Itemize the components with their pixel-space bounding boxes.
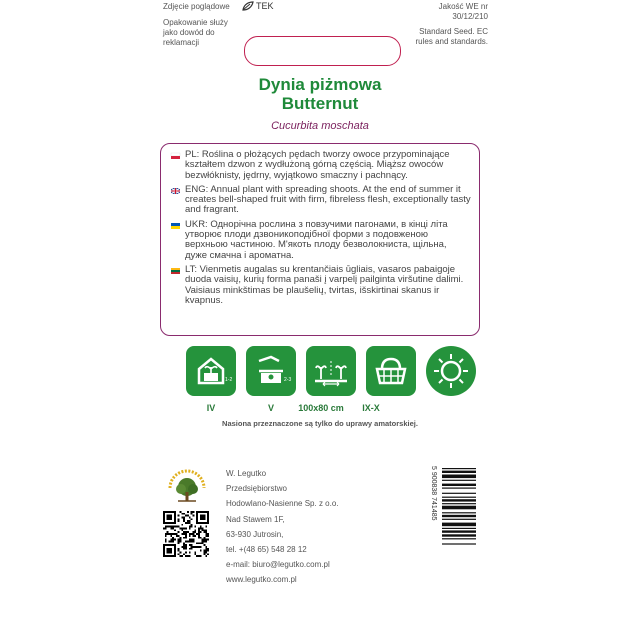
qr-code — [163, 511, 209, 557]
tek-label: TEK — [256, 1, 274, 11]
cultivation-icons — [186, 346, 476, 396]
tek-mark — [242, 1, 274, 11]
company-postal: 63-930 Jutrosin, — [226, 529, 284, 539]
spacing-label: 100x80 cm — [298, 403, 344, 413]
svg-text:1-2: 1-2 — [225, 377, 233, 383]
poland-flag-icon — [171, 153, 180, 159]
spacing-icon — [306, 346, 356, 396]
description-text: ENG: Annual plant with spreading shoots. At the end of summer it creates bell-shaped fruit with firm, fibreless flesh, exceptionally tasty and fragrant. — [185, 183, 471, 216]
svg-text:2-3: 2-3 — [284, 377, 292, 383]
barcode — [430, 466, 480, 576]
product-name-pl: Dynia piżmowa — [258, 75, 382, 94]
company-info — [226, 466, 339, 588]
company-line: Przedsiębiorstwo — [226, 484, 287, 494]
outdoor-sowing-icon — [246, 346, 296, 396]
photo-note: Zdjęcie poglądowe — [163, 2, 230, 11]
company-line: Hodowlano-Nasienne Sp. z o.o. — [226, 499, 339, 509]
description-text: UKR: Однорічна рослина з повзучими пагонами, в кінці літа утворює плоди дзвоникоподібної форми з подовженою верхньою частиною. М'якоть плоду безволокниста, щільна, дуже смачна і ароматна. — [185, 218, 448, 261]
product-name-en: Butternut — [281, 94, 359, 113]
quality-note: Jakość WE nr 30/12/210 — [438, 2, 488, 21]
description-lt — [171, 265, 471, 306]
sowing-indoor-month: IV — [206, 403, 216, 413]
company-website: www.legutko.com.pl — [226, 575, 297, 585]
indoor-sowing-icon — [186, 346, 236, 396]
harvest-month: IX-X — [362, 403, 380, 413]
amateur-use-note: Nasiona przeznaczone są tylko do uprawy amatorskiej. — [222, 419, 418, 428]
barcode-number: 5 900838 741485 — [430, 466, 437, 521]
company-logo — [164, 470, 210, 508]
sun-icon — [426, 346, 476, 396]
company-line: W. Legutko — [226, 469, 267, 478]
uk-flag-icon — [171, 188, 180, 194]
description-eng — [171, 185, 471, 216]
description-text: PL: Roślina o płożących pędach tworzy owoce przypominające kształtem dzwon z wydłużoną górną częścią. Miąższ owoców bezwłóknisty, jędrny, wyjątkowo smaczny i pachnący. — [185, 149, 450, 181]
harvest-basket-icon — [366, 346, 416, 396]
description-box — [160, 143, 480, 336]
label-box — [244, 36, 401, 66]
leaf-icon — [242, 1, 254, 11]
description-ukr — [171, 220, 471, 261]
description-pl — [171, 150, 471, 181]
company-email: e-mail: biuro@legutko.com.pl — [226, 560, 330, 570]
company-address: Nad Stawem 1F, — [226, 514, 285, 524]
standard-note: Standard Seed. EC rules and standards. — [415, 27, 488, 46]
latin-name: Cucurbita moschata — [271, 120, 369, 132]
ukraine-flag-icon — [171, 223, 180, 229]
description-text: LT: Vienmetis augalas su krentančiais ūgliais, vasaros pabaigoje duoda vaisių, kurių forma panaši į varpelį pailginta viršutine dalimi. Vaisiaus minkštimas be plaušelių, tvirtas, išskirtinai skanus ir kvapnus. — [185, 263, 464, 306]
complaint-note: Opakowanie służy jako dowód do reklamacji — [163, 18, 228, 47]
sowing-outdoor-month: V — [267, 403, 274, 413]
company-phone: tel. +(48 65) 548 28 12 — [226, 545, 307, 555]
lithuania-flag-icon — [171, 268, 180, 274]
